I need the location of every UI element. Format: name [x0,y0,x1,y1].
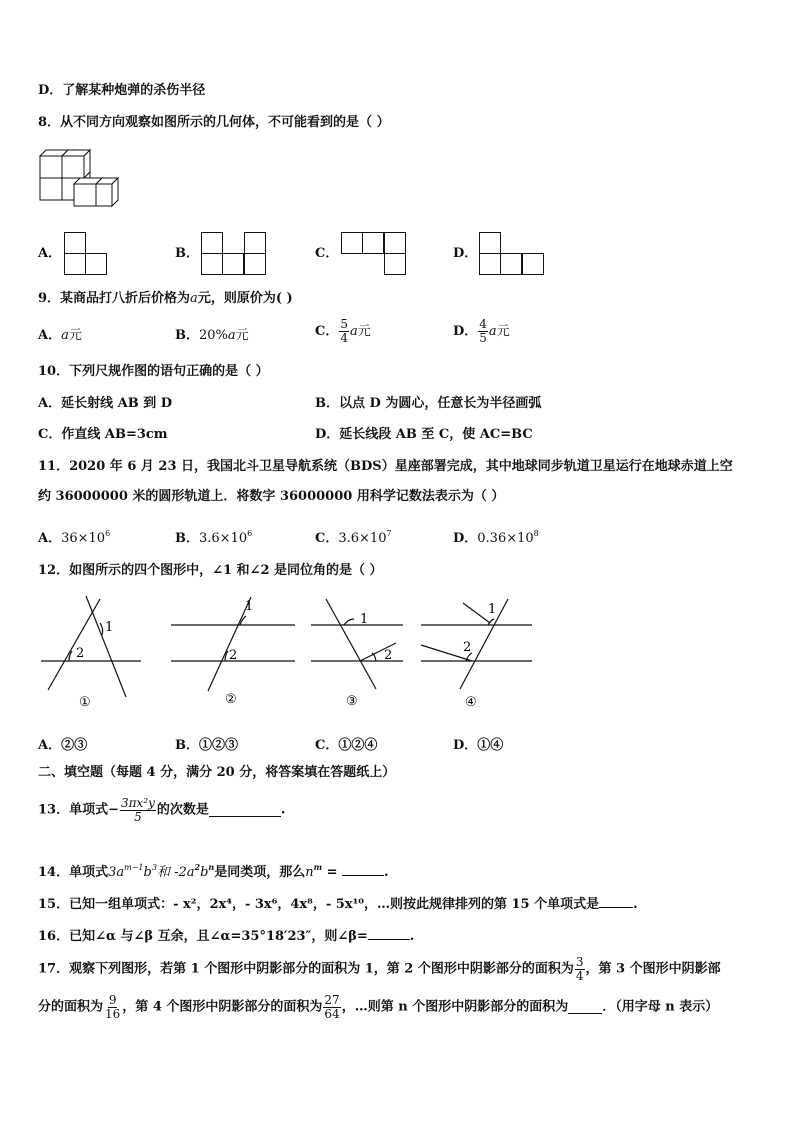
q11-option-a: A．$36\times 10^6$ [38,529,111,546]
q15: 15．已知一组单项式：- x²，2x⁴，- 3x⁶，4x⁸，- 5x¹⁰，…则按此规律排列的第 15 个单项式是 . [38,897,638,912]
q15-answer-blank[interactable] [599,895,633,908]
fig2-number-label: ② [225,692,237,707]
q9-option-a: A．a元 [38,328,82,343]
fig4-angle-2-label: 2 [463,640,472,655]
fig3-angle-2-label: 2 [384,648,393,663]
q11-option-b: B．$3.6\times 10^6$ [175,529,253,546]
q10-stem: 10．下列尺规作图的语句正确的是（ ） [38,364,269,379]
fig4-angle-1-label: 1 [488,602,497,617]
fig4-number-label: ④ [465,695,477,710]
q13-answer-blank[interactable] [209,804,281,817]
fig1-angle-1-label: 1 [105,620,114,635]
fig3-angle-1-label: 1 [360,612,369,627]
q7-option-d: D．了解某种炮弹的杀伤半径 [38,83,206,98]
q12-figure-1 [38,593,144,713]
q10-option-b: B．以点 D 为圆心，任意长为半径画弧 [315,396,542,411]
q8-option-b-label: B． [175,246,199,261]
q17-answer-blank[interactable] [568,1001,602,1014]
fig2-angle-2-label: 2 [229,648,238,663]
q17-line-1: 17．观察下列图形，若第 1 个图形中阴影部分的面积为 1，第 2 个图形中阴影部分的面积为 $\frac{3}{4}$ ，第 3 个图形中阴影部 [38,955,721,983]
q8-stem: 8．从不同方向观察如图所示的几何体，不可能看到的是（ ） [38,115,390,130]
q12-stem: 12．如图所示的四个图形中，∠1 和∠2 是同位角的是（ ） [38,563,383,578]
q12-figure-4 [418,593,536,713]
q17-line-2: 分的面积为 $\frac{9}{16}$ ，第 4 个图形中阴影部分的面积为 $\frac{27}{64}$ ，…则第 n 个图形中阴影部分的面积为 ．（用字母 n 表示） [38,993,719,1021]
q13: 13．单项式− $\frac{\text{3πx²y}}{5}$ 的次数是 . [38,796,286,824]
q14: 14．单项式$3a^{m-1}b^3$和 $-2a^2b^n$是同类项，那么$n^m$ = . [38,862,389,880]
q9-option-c: C． $\frac{5}{4}$ a元 [315,317,371,345]
q9-option-d: D． $\frac{4}{5}$ a元 [453,317,510,345]
q8-option-c-figure [341,232,407,276]
q11-option-c: C．$3.6\times 10^7$ [315,529,392,546]
q8-solid-figure [38,148,120,210]
q16-answer-blank[interactable] [368,927,410,940]
fig1-number-label: ① [79,695,91,710]
fig2-angle-1-label: 1 [245,599,254,614]
section-2-heading: 二、填空题（每题 4 分，满分 20 分，将答案填在答题纸上） [38,765,396,780]
q8-option-d-label: D． [453,246,478,261]
q10-option-a: A．延长射线 AB 到 D [38,396,173,411]
fig3-number-label: ③ [346,694,358,709]
q14-answer-blank[interactable] [342,863,384,876]
q8-option-a-figure [64,232,108,276]
q11-option-d: D．$0.36\times 10^8$ [453,529,539,546]
q9-stem: 9．某商品打八折后价格为a元，则原价为( ) [38,291,293,306]
q8-option-c-label: C． [315,246,339,261]
fig1-angle-2-label: 2 [76,646,85,661]
q12-option-c: C．①②④ [315,738,378,753]
q8-option-d-figure [479,232,545,276]
q8-option-b-figure [201,232,267,276]
q10-option-c: C．作直线 AB=3cm [38,427,168,442]
q12-figure-3 [308,593,408,713]
q12-option-d: D．①④ [453,738,504,753]
q12-option-b: B．①②③ [175,738,238,753]
q10-option-d: D．延长线段 AB 至 C，使 AC=BC [315,427,533,442]
q8-option-a-label: A． [38,246,62,261]
q16: 16．已知∠α 与∠β 互余，且∠α=35°18′23″，则∠β= . [38,929,415,944]
q9-option-b: B．20%a元 [175,328,249,343]
q11-line-2: 约 36000000 米的圆形轨道上．将数字 36000000 用科学记数法表示为（ ） [38,489,505,504]
q12-option-a: A．②③ [38,738,88,753]
q12-figure-2 [168,593,298,713]
q11-line-1: 11．2020 年 6 月 23 日，我国北斗卫星导航系统（BDS）星座部署完成，其中地球同步轨道卫星运行在地球赤道上空 [38,459,733,474]
